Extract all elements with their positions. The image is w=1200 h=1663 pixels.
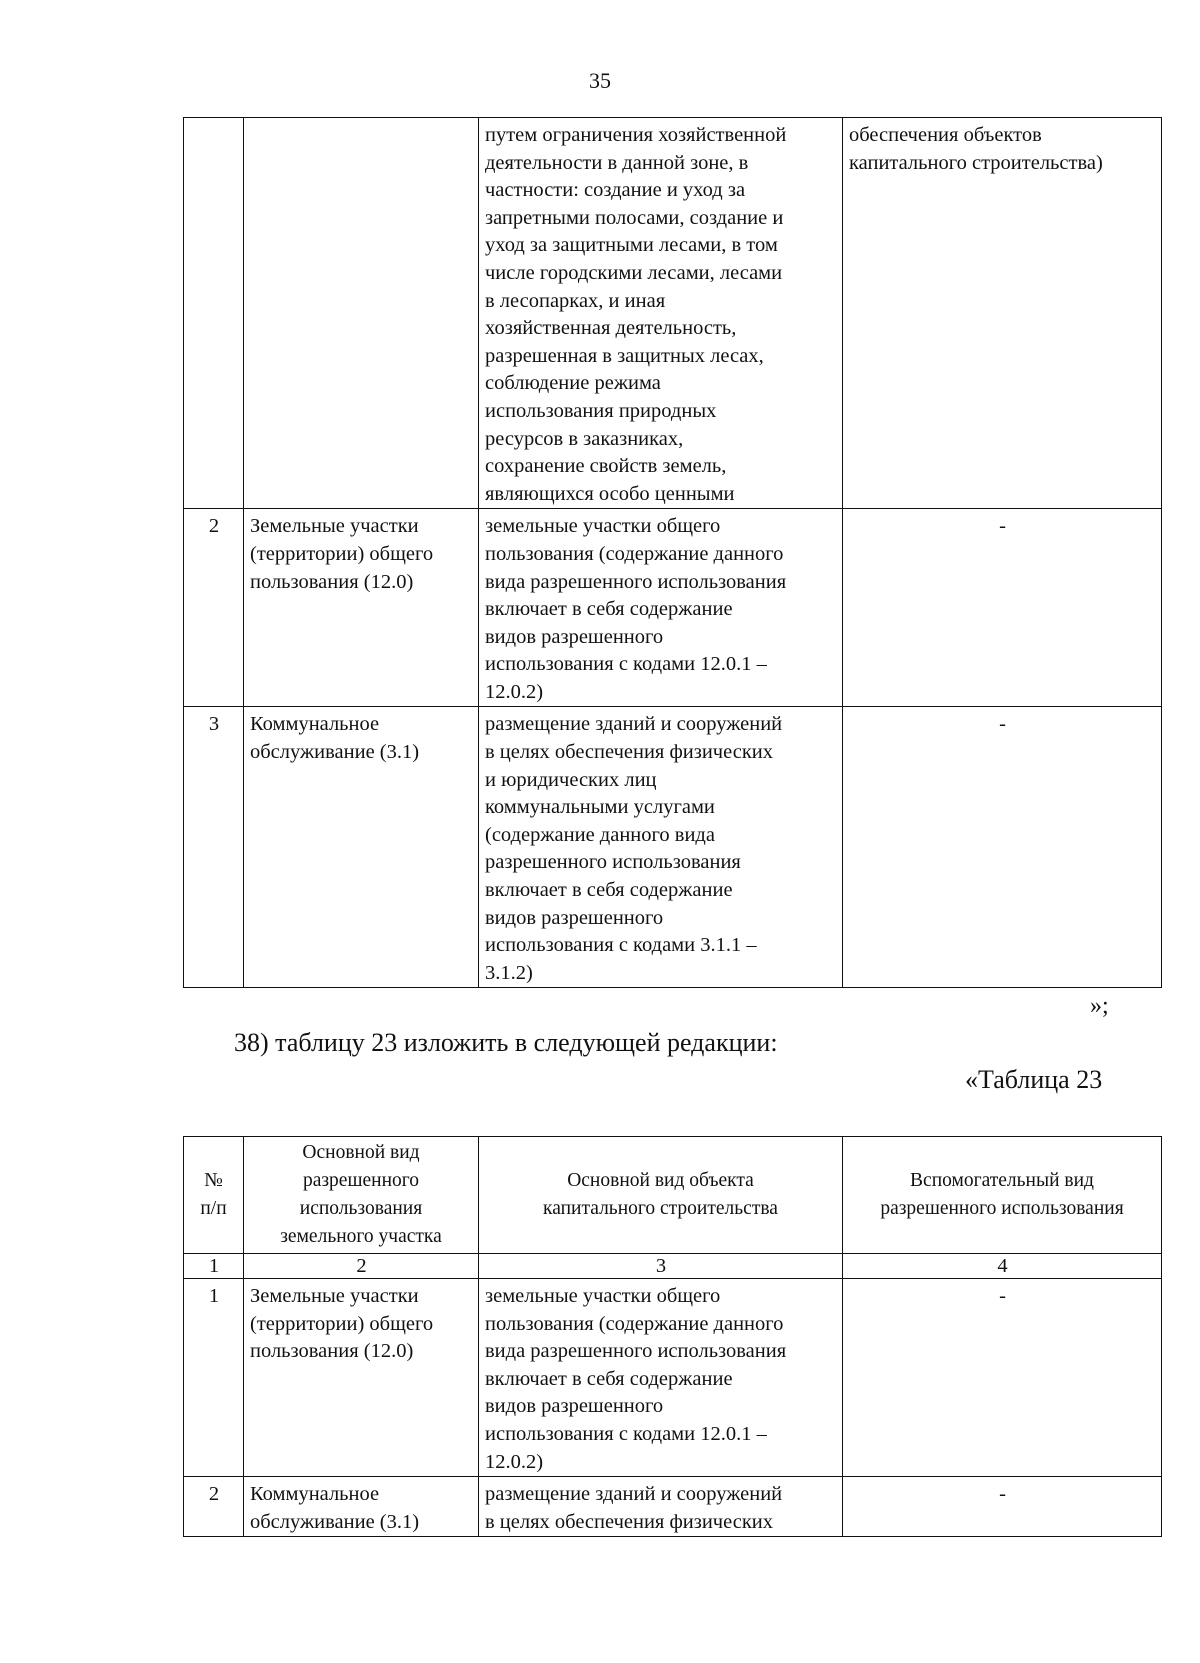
land-use-kind-cell: Земельные участки (территории) общего пользования (12.0) <box>244 509 479 707</box>
table-row <box>184 509 1162 707</box>
header-auxiliary-use: Вспомогательный вид разрешенного использования <box>843 1137 1162 1254</box>
land-use-kind-cell: Коммунальное обслуживание (3.1) <box>244 1477 479 1537</box>
building-object-cell: путем ограничения хозяйственной деятельности в данной зоне, в частности: создание и уход за запретными полосами, создание и уход за защитными лесами, в том числе городскими лесами, лесами в лесопарках, и иная хозяйственная деятельность, разрешенная в защитных лесах, соблюдение режима использования природных ресурсов в заказниках, сохранение свойств земель, являющихся особо ценными <box>479 118 843 509</box>
row-number-cell: 3 <box>184 707 244 988</box>
row-number-cell: 1 <box>184 1279 244 1477</box>
building-object-cell: земельные участки общего пользования (содержание данного вида разрешенного использования включает в себя содержание видов разрешенного использования с кодами 12.0.1 – 12.0.2) <box>479 1279 843 1477</box>
header-land-use-kind: Основной вид разрешенного использования земельного участка <box>244 1137 479 1254</box>
column-number: 3 <box>479 1254 843 1279</box>
table-row <box>184 1279 1162 1477</box>
page-number: 35 <box>589 68 611 93</box>
column-number: 2 <box>244 1254 479 1279</box>
header-number: № п/п <box>184 1137 244 1254</box>
amendment-instruction: 38) таблицу 23 изложить в следующей редакции: <box>234 1028 778 1057</box>
header-building-object: Основной вид объекта капитального строительства <box>479 1137 843 1254</box>
closing-quote-mark: »; <box>1090 993 1109 1019</box>
auxiliary-use-cell: обеспечения объектов капитального строительства) <box>843 118 1162 509</box>
row-number-cell <box>184 118 244 509</box>
column-numbers-row <box>184 1254 1162 1279</box>
auxiliary-use-cell: - <box>843 707 1162 988</box>
table-row <box>184 118 1162 509</box>
row-number-cell: 2 <box>184 509 244 707</box>
column-number: 1 <box>184 1254 244 1279</box>
table-row <box>184 707 1162 988</box>
building-object-cell: земельные участки общего пользования (содержание данного вида разрешенного использования включает в себя содержание видов разрешенного использования с кодами 12.0.1 – 12.0.2) <box>479 509 843 707</box>
table-row <box>184 1477 1162 1537</box>
building-object-cell: размещение зданий и сооружений в целях обеспечения физических <box>479 1477 843 1537</box>
land-use-kind-cell <box>244 118 479 509</box>
row-number-cell: 2 <box>184 1477 244 1537</box>
auxiliary-use-cell: - <box>843 1279 1162 1477</box>
land-use-kind-cell: Коммунальное обслуживание (3.1) <box>244 707 479 988</box>
building-object-cell: размещение зданий и сооружений в целях обеспечения физических и юридических лиц коммунальными услугами (содержание данного вида разрешенного использования включает в себя содержание видов разрешенного использования с кодами 3.1.1 – 3.1.2) <box>479 707 843 988</box>
column-number: 4 <box>843 1254 1162 1279</box>
table-header-row <box>184 1137 1162 1254</box>
land-use-kind-cell: Земельные участки (территории) общего пользования (12.0) <box>244 1279 479 1477</box>
table-23 <box>183 1136 1162 1537</box>
table-caption: «Таблица 23 <box>965 1065 1103 1094</box>
auxiliary-use-cell: - <box>843 1477 1162 1537</box>
auxiliary-use-cell: - <box>843 509 1162 707</box>
table-continuation <box>183 117 1162 988</box>
